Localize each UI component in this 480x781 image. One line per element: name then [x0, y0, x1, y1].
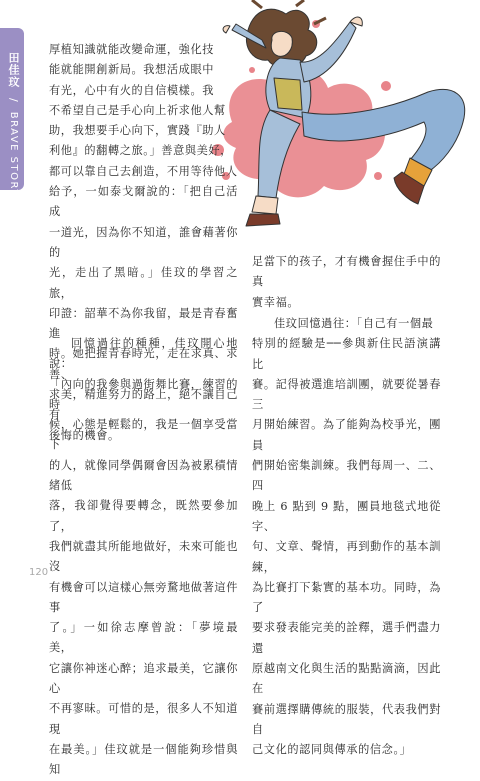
- text-line: 給予，一如泰戈爾說的：「把自己活成: [49, 185, 238, 219]
- right-paragraph-1: [252, 252, 441, 313]
- text-line: 的人，就像同學偶爾會因為被累積情緒低: [49, 458, 238, 493]
- text-line: 利他』的翻轉之旅。」善意與美好，: [49, 144, 233, 158]
- text-line: 不希望自己是手心向上祈求他人幫: [49, 103, 226, 117]
- text-line: 賽。記得被選進培訓團，就要從暑春三: [252, 377, 441, 412]
- text-line: 時。她把握青春時光，走在求真、求善、: [49, 347, 238, 381]
- text-line: 己文化的認同與傳承的信念。」: [252, 743, 412, 757]
- text-line: 都可以靠自己去創造，不用等待他人: [49, 164, 238, 178]
- text-line: 在最美。」佳玟就是一個能夠珍惜與知: [49, 742, 238, 777]
- text-line: 一道光，因為你不知道，誰會藉著你的: [49, 225, 238, 259]
- text-line: 晚上 6 點到 9 點，團員地毯式地從字、: [252, 499, 441, 533]
- text-line: 原越南文化與生活的點點滴滴，因此在: [252, 662, 441, 696]
- chapter-separator: /: [7, 97, 20, 103]
- text-line: 候，心態是輕鬆的，我是一個享受當下: [49, 418, 238, 452]
- text-line: 要求發表能完美的詮釋，選手們盡力還: [252, 621, 441, 655]
- chapter-series-title: BRAVE STORY: [8, 111, 19, 197]
- text-line: 賽前選擇購傳統的服裝，代表我們對自: [252, 702, 441, 736]
- text-line: 佳玟回憶過往：「自己有一個最: [274, 317, 434, 330]
- dancing-girl-illustration: [196, 0, 480, 240]
- text-line: 助，我想要手心向下，實踐『助人: [49, 124, 226, 138]
- text-line: 落，我卻覺得要轉念，既然要參加了，: [49, 499, 238, 533]
- text-line: 句、文章、聲情，再到動作的基本訓練，: [252, 540, 441, 574]
- text-line: 足當下的孩子，才有機會握住手中的真: [252, 255, 441, 289]
- text-line: 回憶過往的種種，佳玟開心地說：: [49, 337, 238, 371]
- text-line: 我們就盡其所能地做好，未來可能也沒: [49, 539, 238, 574]
- page-number: 120: [29, 567, 49, 578]
- text-line: 印證：韶華不為你我留，最是青春奮進: [49, 306, 238, 341]
- text-line: 有光，心中有火的自信模樣。我: [49, 83, 215, 97]
- text-line: 們開始密集訓練。我們每周一、二、四: [252, 459, 441, 493]
- left-paragraph-2: [49, 334, 238, 781]
- text-line: 後悔的機會。: [49, 428, 120, 442]
- text-line: 了。」一如徐志摩曾說：「夢境最美，: [49, 621, 238, 655]
- text-line: 求美，精進努力的路上，絕不讓自己有: [49, 388, 238, 422]
- right-paragraph-2: [252, 314, 441, 761]
- text-line: 月開始練習。為了能夠為校爭光，團員: [252, 418, 441, 452]
- text-line: 光，走出了黑暗。」佳玟的學習之旅，: [49, 266, 238, 300]
- text-line: 能就能開創新局。我想活成眼中: [49, 63, 215, 77]
- text-line: 為比賽打下紮實的基本功。同時，為了: [252, 580, 441, 615]
- text-line: 「內向的我參與過街舞比賽，練習的時: [49, 377, 238, 411]
- text-line: 厚植知識就能改變命運，強化技: [49, 43, 215, 56]
- chapter-person-name: 田佳玟: [7, 52, 20, 88]
- text-line: 它讓你神迷心醉；追求最美，它讓你心: [49, 661, 238, 696]
- text-line: 特別的經驗是──參與新住民語演講比: [252, 337, 441, 371]
- text-line: 實幸福。: [252, 295, 300, 309]
- chapter-side-label: [5, 52, 21, 197]
- text-line: 不再寥昧。可惜的是，很多人不知道現: [49, 702, 238, 736]
- text-line: 有機會可以這樣心無旁騖地做著這件事: [49, 580, 238, 614]
